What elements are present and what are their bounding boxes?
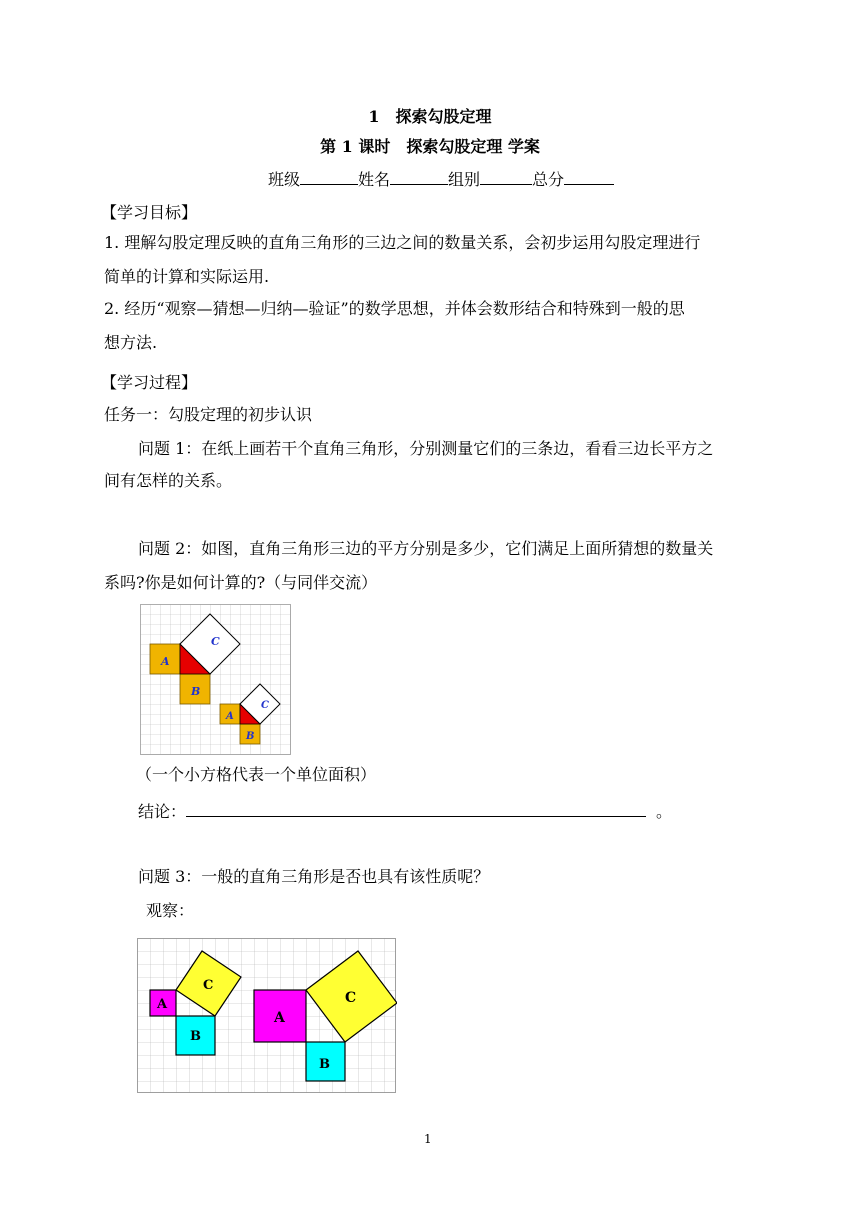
goals-heading: 【学习目标】 — [101, 203, 198, 222]
conclusion-end: 。 — [656, 802, 673, 821]
question-1-line-2: 间有怎样的关系。 — [104, 471, 233, 490]
fig2-label-c-right: C — [345, 990, 357, 1006]
conclusion-line — [138, 800, 672, 823]
fig2-label-c-left: C — [203, 978, 214, 993]
group-label: 组别 — [448, 170, 481, 189]
figure-1-grid — [140, 604, 292, 760]
group-blank[interactable] — [480, 168, 532, 185]
class-label: 班级 — [268, 170, 301, 189]
goal-1-line-2: 简单的计算和实际运用. — [104, 267, 270, 286]
fig1-label-a-small: A — [226, 711, 234, 722]
class-blank[interactable] — [300, 168, 358, 185]
fig2-label-b-left: B — [190, 1029, 201, 1044]
question-3: 问题 3：一般的直角三角形是否也具有该性质呢？ — [138, 867, 490, 886]
fig2-label-b-right: B — [319, 1057, 330, 1072]
fig1-label-c-small: C — [261, 700, 269, 711]
score-label: 总分 — [532, 170, 565, 189]
figure-2-grid — [137, 938, 397, 1098]
page-number: 1 — [424, 1132, 432, 1146]
fig2-label-a-left: A — [157, 997, 168, 1012]
conclusion-label: 结论： — [138, 802, 187, 821]
fig1-label-b-small: B — [246, 731, 255, 742]
goal-2-line-1: 2. 经历“观察—猜想—归纳—验证”的数学思想，并体会数形结合和特殊到一般的思 — [104, 299, 685, 318]
task-1: 任务一：勾股定理的初步认识 — [104, 405, 313, 424]
fig1-label-c-large: C — [211, 635, 220, 648]
figure-1-caption: （一个小方格代表一个单位面积） — [136, 765, 377, 784]
score-blank[interactable] — [564, 168, 614, 185]
question-2-line-1: 问题 2：如图，直角三角形三边的平方分别是多少，它们满足上面所猜想的数量关 — [138, 539, 714, 558]
goal-1-line-1: 1. 理解勾股定理反映的直角三角形的三边之间的数量关系，会初步运用勾股定理进行 — [104, 233, 701, 252]
doc-title: 1 探索勾股定理 — [368, 107, 492, 126]
name-label: 姓名 — [358, 170, 391, 189]
name-blank[interactable] — [390, 168, 448, 185]
doc-subtitle: 第 1 课时 探索勾股定理 学案 — [320, 137, 540, 156]
goal-2-line-2: 想方法. — [104, 333, 158, 352]
info-line — [268, 168, 614, 191]
fig2-label-a-right: A — [274, 1010, 285, 1026]
question-2-line-2: 系吗?你是如何计算的?（与同伴交流） — [104, 573, 378, 592]
fig1-label-a-large: A — [161, 655, 170, 668]
observe-label: 观察： — [146, 901, 195, 920]
question-1-line-1: 问题 1：在纸上画若干个直角三角形，分别测量它们的三条边，看看三边长平方之 — [138, 439, 714, 458]
conclusion-blank[interactable] — [186, 800, 646, 817]
fig1-label-b-large: B — [191, 685, 201, 698]
process-heading: 【学习过程】 — [101, 373, 198, 392]
